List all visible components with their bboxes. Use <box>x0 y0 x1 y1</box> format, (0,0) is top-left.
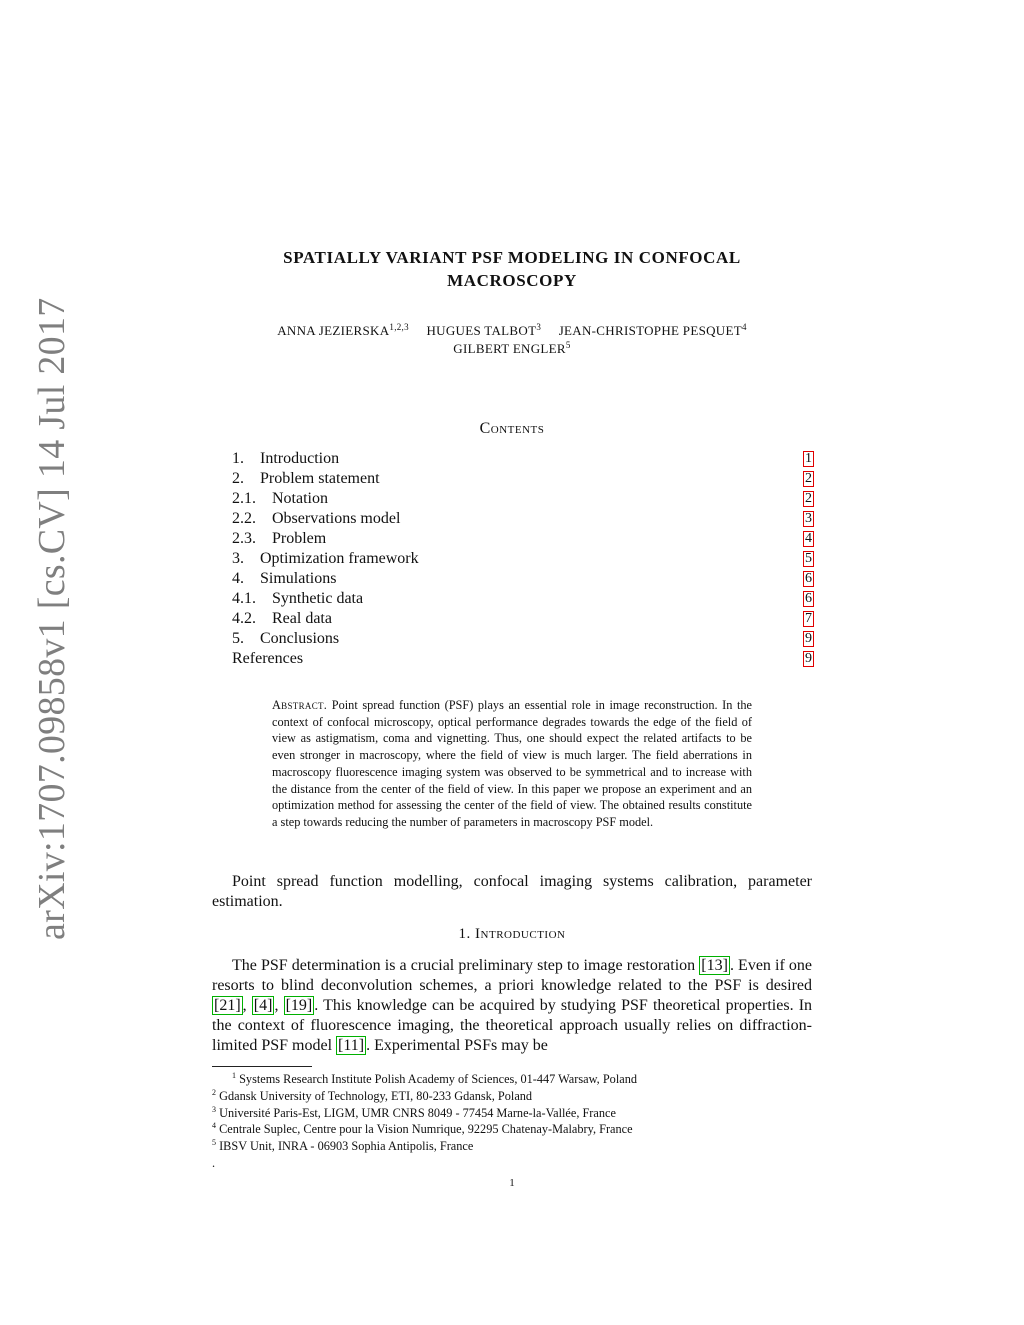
citation-link[interactable]: [13] <box>701 957 728 974</box>
footnote <box>212 1088 812 1105</box>
title-line-2: MACROSCOPY <box>447 271 577 290</box>
toc-entry-number: 2.2. <box>232 510 256 527</box>
toc-entry-number: 5. <box>232 630 244 647</box>
footnote-marker: 2 <box>212 1087 216 1097</box>
contents-heading: Contents <box>479 420 545 437</box>
title-line-1: SPATIALLY VARIANT PSF MODELING IN CONFOCAL <box>283 248 741 267</box>
toc-entry[interactable] <box>232 549 814 569</box>
author-name: GILBERT ENGLER <box>453 341 566 356</box>
intro-text-run: . Experimental PSFs may be <box>366 1037 548 1054</box>
toc-entry[interactable] <box>232 649 814 669</box>
keywords: Point spread function modelling, confocal imaging systems calibration, parameter estimation. <box>212 873 812 910</box>
toc-entry-number: 2. <box>232 470 244 487</box>
toc-entry-number: 4.1. <box>232 590 256 607</box>
toc-page-link[interactable]: 6 <box>805 571 812 586</box>
abstract <box>272 697 752 831</box>
toc-page-link[interactable]: 5 <box>805 551 812 566</box>
toc-page-link[interactable]: 4 <box>805 531 812 546</box>
footnote <box>212 1121 812 1138</box>
intro-text-run: . Even if one resorts to blind deconvolution schemes, a priori knowledge related to the PSF is desired <box>212 957 813 994</box>
footnote-marker: 3 <box>212 1104 216 1114</box>
toc-entry[interactable] <box>232 629 814 649</box>
table-of-contents <box>232 449 814 669</box>
toc-entry-title: Notation <box>272 490 328 507</box>
toc-page-link[interactable]: 3 <box>805 511 812 526</box>
toc-entry-title: References <box>232 650 304 667</box>
intro-text-run: . This knowledge can be acquired by studying PSF theoretical properties. In the context of fluorescence imaging, the theoretical approach usually relies on diffraction-limited PSF model <box>212 997 813 1054</box>
toc-entry[interactable] <box>232 529 814 549</box>
footnote-text: Université Paris-Est, LIGM, UMR CNRS 8049 - 77454 Marne-la-Vallée, France <box>219 1105 616 1120</box>
section-number: 1. <box>458 926 471 942</box>
toc-entry[interactable] <box>232 589 814 609</box>
author-name: JEAN-CHRISTOPHE PESQUET <box>558 323 742 338</box>
toc-entry-title: Real data <box>272 610 332 627</box>
author-line-1 <box>200 322 824 340</box>
citation-link[interactable]: [21] <box>214 997 241 1014</box>
toc-entry[interactable] <box>232 509 814 529</box>
toc-entry-number: 4.2. <box>232 610 256 627</box>
toc-entry-number: 2.3. <box>232 530 256 547</box>
footnote-text: Gdansk University of Technology, ETI, 80-233 Gdansk, Poland <box>219 1088 533 1103</box>
toc-entry-title: Simulations <box>260 570 337 587</box>
toc-entry-title: Synthetic data <box>272 590 364 607</box>
abstract-text: Point spread function (PSF) plays an essential role in image reconstruction. In the context of confocal microscopy, optical performance degrades towards the edge of the field of view as astigmatism, coma and vignetting. Thus, one should expect the related artifacts to be even stronger in macroscopy, where the field of view is much larger. The field aberrations in macroscopy fluorescence imaging system was observed to be symmetrical and to increase with the distance from the center of the field of view. In this paper we propose an experiment and an optimization method for assessing the center of the field of view. The obtained results constitute a step towards reducing the number of parameters in macroscopy PSF model. <box>272 698 752 829</box>
toc-entry[interactable] <box>232 609 814 629</box>
toc-page-link[interactable]: 7 <box>805 611 812 626</box>
toc-entry[interactable] <box>232 469 814 489</box>
section-heading-introduction <box>200 926 824 943</box>
footnotes <box>212 1071 812 1172</box>
toc-entry-title: Conclusions <box>260 630 340 647</box>
author-affiliation: 4 <box>741 322 747 332</box>
toc-page-link[interactable]: 2 <box>805 491 812 506</box>
footnote <box>212 1071 812 1088</box>
toc-entry[interactable] <box>232 449 814 469</box>
toc-entry-number: 2.1. <box>232 490 256 507</box>
author-line-2 <box>200 340 824 358</box>
page-number: 1 <box>509 1177 515 1189</box>
toc-entry[interactable] <box>232 489 814 509</box>
footnote-marker: 4 <box>212 1121 216 1131</box>
author-name: ANNA JEZIERSKA <box>277 323 390 338</box>
footnote-text: Systems Research Institute Polish Academy of Sciences, 01-447 Warsaw, Poland <box>239 1072 637 1086</box>
footnote <box>212 1105 812 1122</box>
intro-text-run: , <box>274 997 284 1014</box>
citation-link[interactable]: [11] <box>338 1037 365 1054</box>
arxiv-identifier: arXiv:1707.09858v1 [cs.CV] 14 Jul 2017 <box>31 297 73 940</box>
toc-entry-number: 3. <box>232 550 244 567</box>
author-name: HUGUES TALBOT <box>426 323 537 338</box>
author-affiliation: 3 <box>536 322 542 332</box>
toc-entry-title: Problem statement <box>260 470 380 487</box>
introduction-paragraph <box>212 956 812 1056</box>
citation-link[interactable]: [19] <box>285 997 313 1014</box>
paper-title <box>200 246 824 292</box>
toc-page-link[interactable]: 2 <box>805 471 812 486</box>
toc-page-link[interactable]: 9 <box>805 651 812 666</box>
abstract-label: Abstract. <box>272 698 328 712</box>
citation-link[interactable]: [4] <box>253 997 273 1014</box>
footnote-divider <box>212 1066 312 1067</box>
author-list <box>200 322 824 358</box>
toc-entry-title: Introduction <box>260 450 340 467</box>
toc-entry-title: Problem <box>272 530 327 547</box>
footnote-text: Centrale Suplec, Centre pour la Vision Numrique, 92295 Chatenay-Malabry, France <box>219 1122 633 1137</box>
toc-entry-number: 1. <box>232 450 244 467</box>
toc-entry-title: Observations model <box>272 510 401 527</box>
intro-text-run: , <box>242 997 252 1014</box>
footnote <box>212 1138 812 1155</box>
toc-entry-number: 4. <box>232 570 244 587</box>
toc-page-link[interactable]: 1 <box>805 451 812 466</box>
section-title: Introduction <box>475 926 566 942</box>
author-affiliation: 5 <box>565 340 571 350</box>
intro-text-run: The PSF determination is a crucial preliminary step to image restoration <box>232 957 700 974</box>
footnote-marker: 5 <box>212 1138 216 1148</box>
toc-entry-title: Optimization framework <box>260 550 419 567</box>
toc-entry[interactable] <box>232 569 814 589</box>
author-affiliation: 1,2,3 <box>389 322 409 332</box>
footnote-text: IBSV Unit, INRA - 06903 Sophia Antipolis, France <box>219 1139 474 1154</box>
footnote-trailing-dot: . <box>212 1155 216 1170</box>
toc-page-link[interactable]: 6 <box>805 591 812 606</box>
footnote-marker: 1 <box>232 1071 236 1080</box>
toc-page-link[interactable]: 9 <box>805 631 812 646</box>
